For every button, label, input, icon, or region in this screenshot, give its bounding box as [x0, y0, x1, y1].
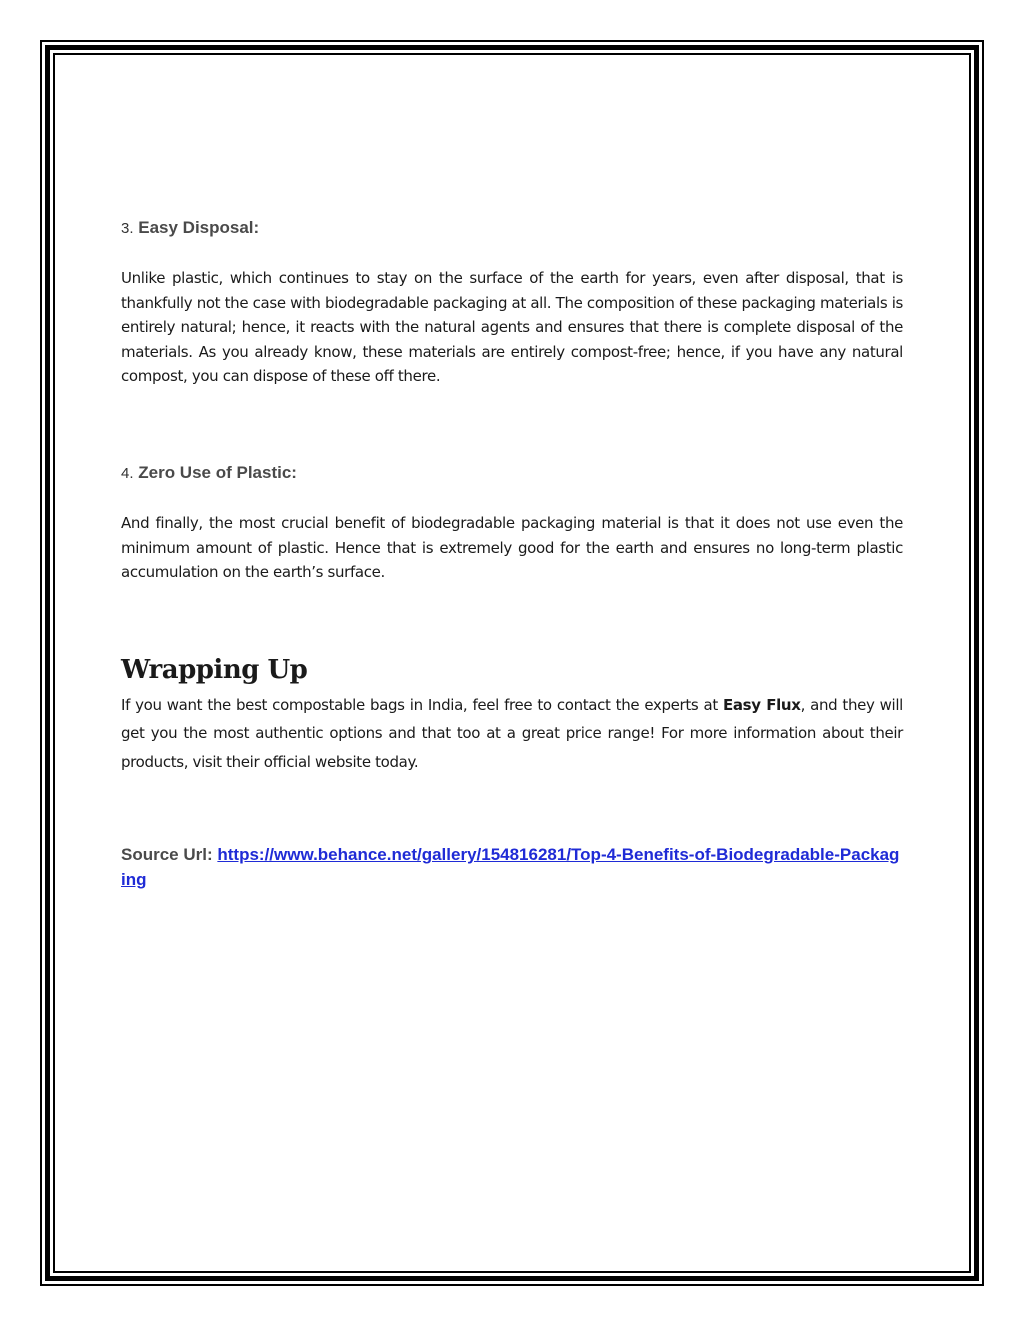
document-content [121, 214, 903, 892]
source-link[interactable]: https://www.behance.net/gallery/154816281/Top-4-Benefits-of-Biodegradable-Packaging [121, 845, 900, 890]
wrapping-up-paragraph [121, 691, 903, 777]
section-body-zero-plastic: And finally, the most crucial benefit of biodegradable packaging material is that it does not use even the minimum amount of plastic. Hence that is extremely good for the earth and ensures no long-term plastic accumulation on the earth’s surface. [121, 513, 903, 582]
section-number: 3. [121, 220, 134, 237]
section-heading-zero-plastic [121, 459, 903, 488]
source-label: Source Url: [121, 845, 213, 865]
section-heading-easy-disposal [121, 214, 903, 243]
section-title: Zero Use of Plastic: [138, 462, 297, 482]
wrapping-up-text-before: If you want the best compostable bags in India, feel free to contact the experts at [121, 695, 723, 714]
section-body-easy-disposal: Unlike plastic, which continues to stay on the surface of the earth for years, even after disposal, that is thankfully not the case with biodegradable packaging at all. The composition of these packaging materials is entirely natural; hence, it reacts with the natural agents and ensures that there is complete disposal of the materials. As you already know, these materials are entirely compost-free; hence, if you have any natural compost, you can dispose of these off there. [121, 269, 903, 386]
brand-name: Easy Flux [722, 695, 801, 714]
source-line [121, 842, 903, 892]
section-number: 4. [121, 464, 134, 482]
wrapping-up-text-after: , and they will get you the most authentic options and that too at a great price range! For more information about their products, visit their official website today. [121, 695, 903, 771]
wrapping-up-heading: Wrapping Up [121, 654, 308, 685]
section-title: Easy Disposal: [138, 218, 260, 237]
